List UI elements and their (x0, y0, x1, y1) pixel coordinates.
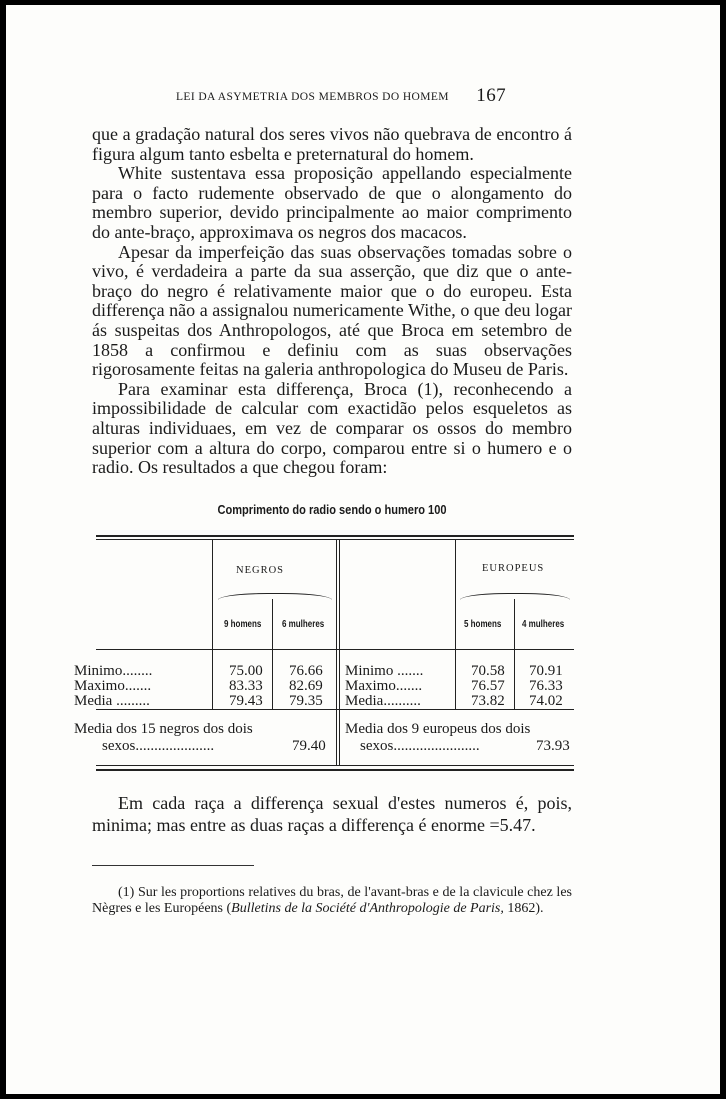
group-brace (460, 593, 570, 600)
paragraph-4: Para examinar esta differença, Broca (1), reconhecendo a impossibilidade de calcular com exactidão pelos esqueletos as alturas individuaes, em vez de comparar os ossos do membro superior com a altura do corpo, comparou entre si o humero e o radio. Os resultados a que chegou foram: (92, 378, 572, 478)
cell-value: 79.43 (229, 693, 263, 709)
cell-value: 76.33 (529, 678, 563, 694)
table-top-rule (96, 535, 574, 537)
summary-label: sexos..................... (102, 738, 215, 754)
group-brace (218, 593, 332, 600)
cell-value: 79.35 (289, 693, 323, 709)
group-divider (336, 540, 337, 765)
conclusion-text: Em cada raça a differença sexual d'estes numeros é, pois, minima; mas entre as duas raças a differença é enorme =5.47. (92, 793, 572, 835)
col-rule (212, 540, 213, 710)
cell-value: 76.66 (289, 663, 323, 679)
cell-value: 83.33 (229, 678, 263, 694)
table-bottom-rule (96, 769, 574, 771)
col-rule (514, 599, 515, 709)
group-header-europeus: EUROPEUS (482, 563, 545, 574)
row-label: Maximo....... (74, 678, 152, 694)
table-title: Comprimento do radio sendo o humero 100 (217, 502, 447, 517)
cell-value: 74.02 (529, 693, 563, 709)
table-bottom-rule-thin (96, 765, 574, 766)
col-rule (272, 599, 273, 709)
row-label: Media.......... (345, 693, 421, 709)
summary-label: sexos....................... (360, 738, 480, 754)
column-header: 4 mulheres (522, 619, 565, 630)
column-header: 9 homens (224, 619, 262, 630)
summary-value: 73.93 (536, 738, 570, 754)
cell-value: 82.69 (289, 678, 323, 694)
col-rule (455, 540, 456, 710)
paragraph-3: Apesar da imperfeição das suas observações tomadas sobre o vivo, é verdadeira a parte da sua asserção, que diz que o ante-braço do negro é relativamente maior que o do europeu. Esta differença não a assignalou numericamente Withe, o que deu logar ás suspeitas dos Anthropologos, até que Broca em setembro de 1858 a confirmou e definiu com as suas observações rigorosamente feitas na galeria anthropologica do Museu de Paris. (92, 241, 572, 380)
column-header: 5 homens (464, 619, 502, 630)
summary-label: Media dos 15 negros dos dois (74, 721, 253, 737)
cell-value: 73.82 (471, 693, 505, 709)
cell-value: 70.91 (529, 663, 563, 679)
column-header: 6 mulheres (282, 619, 325, 630)
cell-value: 76.57 (471, 678, 505, 694)
footnote-tail: 1862). (503, 901, 544, 916)
table-header-rule (96, 649, 574, 650)
group-divider (339, 540, 340, 765)
footnote-rule (92, 865, 254, 866)
table-top-rule-thin (96, 539, 574, 540)
cell-value: 70.58 (471, 663, 505, 679)
footnote-citation: Bulletins de la Société d'Anthropologie de Paris, (231, 901, 504, 916)
document-page (6, 5, 720, 1094)
data-table (74, 535, 574, 775)
row-label: Minimo........ (74, 663, 153, 679)
group-header-negros: NEGROS (236, 565, 285, 576)
footnote-text: (1) Sur les proportions relatives du bras, de l'avant-bras e de la clavicule chez les Nègres e les Européens ( (92, 885, 572, 916)
row-label: Minimo ....... (345, 663, 424, 679)
row-label: Media ......... (74, 693, 150, 709)
body-text (92, 125, 572, 478)
row-label: Maximo....... (345, 678, 423, 694)
summary-label: Media dos 9 europeus dos dois (345, 721, 531, 737)
paragraph-1: que a gradação natural dos seres vivos não quebrava de encontro á figura algum tanto esbelta e preternatural do homem. (92, 124, 572, 164)
paragraph-2: White sustentava essa proposição appellando especialmente para o facto rudemente observado de que o alongamento do membro superior, devido principalmente ao maior comprimento do ante-braço, approximava os negros dos macacos. (92, 163, 572, 242)
footnote (92, 885, 572, 917)
summary-value: 79.40 (292, 738, 326, 754)
cell-value: 75.00 (229, 663, 263, 679)
conclusion-paragraph (92, 792, 572, 836)
page-number: 167 (476, 85, 506, 106)
running-title: LEI DA ASYMETRIA DOS MEMBROS DO HOMEM (176, 91, 449, 103)
